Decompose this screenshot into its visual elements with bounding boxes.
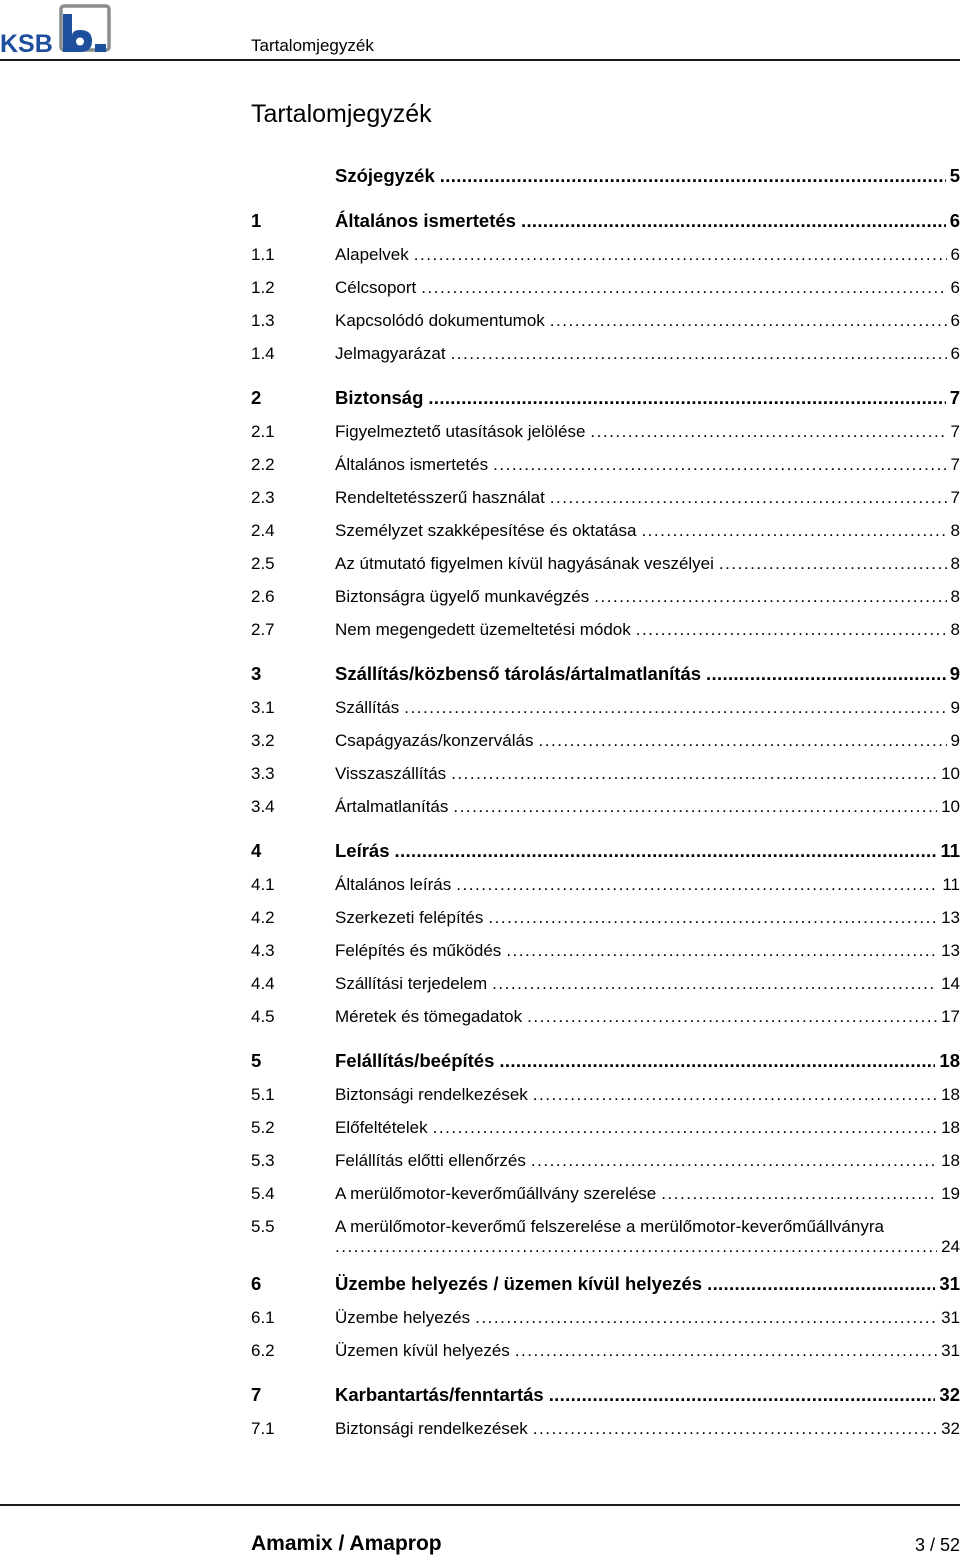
toc-dot-leader: [515, 1341, 937, 1361]
toc-entry-page: 31: [939, 1273, 960, 1294]
toc-entry-number: 5.3: [251, 1151, 275, 1170]
toc-dot-leader: [533, 1085, 937, 1105]
toc-entry-page: 32: [941, 1419, 960, 1438]
toc-section-entry[interactable]: [251, 1409, 960, 1442]
toc-dot-leader: [706, 663, 946, 685]
toc-dot-leader: [433, 1118, 937, 1138]
header-title: Tartalomjegyzék: [251, 36, 374, 55]
toc-dot-leader: [661, 1184, 937, 1204]
toc-entry-title: Biztonsági rendelkezések: [335, 1419, 528, 1438]
toc-section-entry[interactable]: [251, 754, 960, 787]
toc-dot-leader: [521, 210, 946, 232]
toc-dot-leader: [456, 875, 938, 895]
toc-entry-title: Előfeltételek: [335, 1118, 428, 1137]
toc-entry-number: 2.5: [251, 554, 275, 573]
toc-dot-leader: [527, 1007, 937, 1027]
toc-entry-number: 4.4: [251, 974, 275, 993]
toc-entry-page: 14: [941, 974, 960, 993]
toc-entry-title: Jelmagyarázat: [335, 344, 446, 363]
toc-entry-number: 2.6: [251, 587, 275, 606]
toc-entry-page: 10: [941, 797, 960, 816]
toc-dot-leader: [641, 521, 946, 541]
toc-dot-leader: [707, 1273, 935, 1295]
toc-entry-number: 1.1: [251, 245, 275, 264]
toc-entry-page: 11: [940, 840, 960, 861]
toc-entry-page: 17: [941, 1007, 960, 1026]
svg-text:KSB: KSB: [0, 30, 53, 54]
toc-entry-page: 18: [941, 1151, 960, 1170]
toc-entry-title: Felállítás/beépítés: [335, 1050, 495, 1071]
toc-entry-title: Személyzet szakképesítése és oktatása: [335, 521, 637, 540]
toc-entry-page: 32: [939, 1384, 960, 1405]
toc-dot-leader: [335, 1237, 937, 1257]
toc-entry-page: 11: [942, 875, 960, 894]
toc-dot-leader: [493, 455, 946, 475]
toc-dot-leader: [421, 278, 946, 298]
toc-entry-title: Méretek és tömegadatok: [335, 1007, 523, 1026]
toc-entry-title: Biztonság: [335, 387, 424, 408]
toc-entry-title: Biztonságra ügyelő munkavégzés: [335, 587, 590, 606]
toc-entry-number: 6.2: [251, 1341, 275, 1360]
toc-entry-number: 4.2: [251, 908, 275, 927]
toc-section-entry[interactable]: [251, 1298, 960, 1331]
toc-chapter-entry[interactable]: [251, 1041, 960, 1075]
toc-section-entry[interactable]: [251, 577, 960, 610]
toc-entry-title: Szállítás: [335, 698, 400, 717]
toc-entry-page: 31: [941, 1341, 960, 1360]
page-title: Tartalomjegyzék: [251, 100, 432, 128]
toc-entry-title: Nem megengedett üzemeltetési módok: [335, 620, 631, 639]
toc-section-entry[interactable]: [251, 1174, 960, 1207]
toc-entry-number: 7.1: [251, 1419, 275, 1438]
toc-entry-number: 4.3: [251, 941, 275, 960]
toc-dot-leader: [451, 344, 947, 364]
toc-section-entry[interactable]: [251, 511, 960, 544]
toc-entry-number: 5.1: [251, 1085, 275, 1104]
toc-chapter-entry[interactable]: [251, 831, 960, 865]
toc-entry-page: 7: [950, 422, 960, 441]
toc-entry-page: 7: [950, 455, 960, 474]
toc-entry-page: 9: [950, 698, 960, 717]
toc-dot-leader: [506, 941, 937, 961]
toc-entry-number: 2.4: [251, 521, 275, 540]
toc-chapter-entry[interactable]: [251, 378, 960, 412]
toc-entry-number: 1.3: [251, 311, 275, 330]
toc-entry-page: 8: [950, 620, 960, 639]
toc-entry-title: Biztonsági rendelkezések: [335, 1085, 528, 1104]
toc-entry-number: 1.2: [251, 278, 275, 297]
toc-entry-title: Általános leírás: [335, 875, 452, 894]
toc-entry-page: 10: [941, 764, 960, 783]
toc-entry-number: 3.2: [251, 731, 275, 750]
toc-chapter-entry[interactable]: [251, 156, 960, 190]
toc-section-entry[interactable]: [251, 235, 960, 268]
toc-entry-page: 9: [949, 663, 960, 684]
toc-chapter-entry[interactable]: [251, 201, 960, 235]
toc-entry-title: Szerkezeti felépítés: [335, 908, 484, 927]
toc-section-entry[interactable]: [251, 478, 960, 511]
toc-section-entry[interactable]: [251, 412, 960, 445]
toc-chapter-entry[interactable]: [251, 1375, 960, 1409]
toc-section-entry[interactable]: [251, 544, 960, 577]
toc-entry-title: Csapágyazás/konzerválás: [335, 731, 534, 750]
toc-entry-title: Szállítás/közbenső tárolás/ártalmatlanítás: [335, 663, 702, 684]
toc-entry-number: 2.3: [251, 488, 275, 507]
toc-entry-title: A merülőmotor-keverőmű felszerelése a merülőmotor-keverőműállványra: [335, 1217, 884, 1236]
toc-chapter-entry[interactable]: [251, 654, 960, 688]
toc-entry-title: Szójegyzék: [335, 165, 435, 186]
toc-entry-title: Kapcsolódó dokumentumok: [335, 311, 545, 330]
toc-entry-title: Üzemen kívül helyezés: [335, 1341, 510, 1360]
toc-entry-page: 24: [941, 1237, 960, 1256]
toc-section-entry[interactable]: [251, 865, 960, 898]
toc-section-entry[interactable]: [251, 787, 960, 820]
toc-entry-title: Az útmutató figyelmen kívül hagyásának veszélyei: [335, 554, 714, 573]
toc-entry-page: 8: [950, 587, 960, 606]
toc-entry-number: 3: [251, 663, 262, 684]
toc-entry-number: 1.4: [251, 344, 275, 363]
toc-entry-number: 2.2: [251, 455, 275, 474]
toc-dot-leader: [488, 908, 937, 928]
toc-dot-leader: [453, 797, 937, 817]
toc-entry-title: Üzembe helyezés / üzemen kívül helyezés: [335, 1273, 703, 1294]
toc-dot-leader: [404, 698, 946, 718]
toc-entry-title: Általános ismertetés: [335, 455, 489, 474]
toc-entry-page: 6: [949, 210, 960, 231]
toc-entry-title: Karbantartás/fenntartás: [335, 1384, 544, 1405]
toc-section-entry[interactable]: [251, 688, 960, 721]
toc-entry-page: 6: [950, 278, 960, 297]
toc-entry-title: Szállítási terjedelem: [335, 974, 488, 993]
toc-entry-title: Üzembe helyezés: [335, 1308, 471, 1327]
toc-entry-number: 2.7: [251, 620, 275, 639]
toc-entry-number: 7: [251, 1384, 262, 1405]
toc-dot-leader: [594, 587, 946, 607]
toc-dot-leader: [550, 311, 947, 331]
toc-entry-page: 7: [950, 488, 960, 507]
toc-entry-number: 6: [251, 1273, 262, 1294]
toc-entry-page: 6: [950, 311, 960, 330]
toc-entry-page: 19: [941, 1184, 960, 1203]
toc-dot-leader: [636, 620, 947, 640]
footer-title: Amamix / Amaprop: [251, 1532, 442, 1555]
toc-entry-title: Leírás: [335, 840, 390, 861]
toc-entry-title: Felállítás előtti ellenőrzés: [335, 1151, 526, 1170]
toc-entry-title: Általános ismertetés: [335, 210, 516, 231]
toc-entry-page: 8: [950, 521, 960, 540]
toc-entry-page: 13: [941, 908, 960, 927]
toc-dot-leader: [499, 1050, 935, 1072]
toc-entry-number: 4.5: [251, 1007, 275, 1026]
toc-entry-title: Alapelvek: [335, 245, 409, 264]
toc-section-entry[interactable]: [251, 1207, 960, 1256]
footer-page-number: 3 / 52: [914, 1535, 960, 1555]
toc-section-entry[interactable]: [251, 268, 960, 301]
toc-entry-title: A merülőmotor-keverőműállvány szerelése: [335, 1184, 657, 1203]
toc-section-entry[interactable]: [251, 1075, 960, 1108]
toc-entry-number: 5.2: [251, 1118, 275, 1137]
toc-dot-leader: [414, 245, 947, 265]
toc-dot-leader: [590, 422, 946, 442]
toc-entry-title: Visszaszállítás: [335, 764, 447, 783]
toc-dot-leader: [538, 731, 946, 751]
toc-dot-leader: [440, 165, 946, 187]
toc-entry-page: 18: [941, 1085, 960, 1104]
toc-section-entry[interactable]: [251, 931, 960, 964]
toc-entry-title: Figyelmeztető utasítások jelölése: [335, 422, 586, 441]
toc-dot-leader: [395, 840, 937, 862]
toc-section-entry[interactable]: [251, 445, 960, 478]
toc-section-entry[interactable]: [251, 964, 960, 997]
toc-entry-number: 3.1: [251, 698, 275, 717]
toc-section-entry[interactable]: [251, 1108, 960, 1141]
toc-entry-page: 7: [949, 387, 960, 408]
toc-entry-title: Ártalmatlanítás: [335, 797, 449, 816]
toc-dot-leader: [550, 488, 947, 508]
toc-entry-number: 2: [251, 387, 262, 408]
toc-entry-title: Célcsoport: [335, 278, 417, 297]
toc-entry-page: 6: [950, 245, 960, 264]
toc-entry-number: 3.4: [251, 797, 275, 816]
header-divider: [0, 59, 960, 61]
toc-section-entry[interactable]: [251, 301, 960, 334]
toc-dot-leader: [451, 764, 937, 784]
toc-entry-number: 4.1: [251, 875, 275, 894]
toc-section-entry[interactable]: [251, 334, 960, 367]
toc-dot-leader: [428, 387, 945, 409]
toc-entry-title: Felépítés és működés: [335, 941, 502, 960]
table-of-contents: [251, 156, 960, 1442]
toc-section-entry[interactable]: [251, 1331, 960, 1364]
toc-entry-page: 18: [941, 1118, 960, 1137]
toc-entry-number: 5.5: [251, 1217, 275, 1236]
toc-entry-number: 1: [251, 210, 262, 231]
toc-dot-leader: [533, 1419, 937, 1439]
toc-section-entry[interactable]: [251, 997, 960, 1030]
toc-dot-leader: [549, 1384, 936, 1406]
toc-entry-number: 5.4: [251, 1184, 275, 1203]
toc-dot-leader: [531, 1151, 937, 1171]
toc-dot-leader: [719, 554, 947, 574]
toc-entry-page: 6: [950, 344, 960, 363]
toc-entry-number: 3.3: [251, 764, 275, 783]
toc-entry-number: 5: [251, 1050, 262, 1071]
toc-entry-page: 5: [949, 165, 960, 186]
toc-entry-title: Rendeltetésszerű használat: [335, 488, 545, 507]
toc-entry-page: 18: [939, 1050, 960, 1071]
toc-dot-leader: [492, 974, 937, 994]
footer-divider: [0, 1504, 960, 1506]
toc-section-entry[interactable]: [251, 1141, 960, 1174]
ksb-logo: [0, 2, 114, 54]
toc-entry-page: 9: [950, 731, 960, 750]
toc-chapter-entry[interactable]: [251, 1264, 960, 1298]
toc-section-entry[interactable]: [251, 610, 960, 643]
toc-section-entry[interactable]: [251, 898, 960, 931]
toc-entry-page: 13: [941, 941, 960, 960]
toc-dot-leader: [475, 1308, 937, 1328]
toc-entry-page: 8: [950, 554, 960, 573]
toc-entry-number: 4: [251, 840, 262, 861]
toc-entry-number: 2.1: [251, 422, 275, 441]
toc-entry-number: 6.1: [251, 1308, 275, 1327]
toc-entry-page: 31: [941, 1308, 960, 1327]
toc-section-entry[interactable]: [251, 721, 960, 754]
